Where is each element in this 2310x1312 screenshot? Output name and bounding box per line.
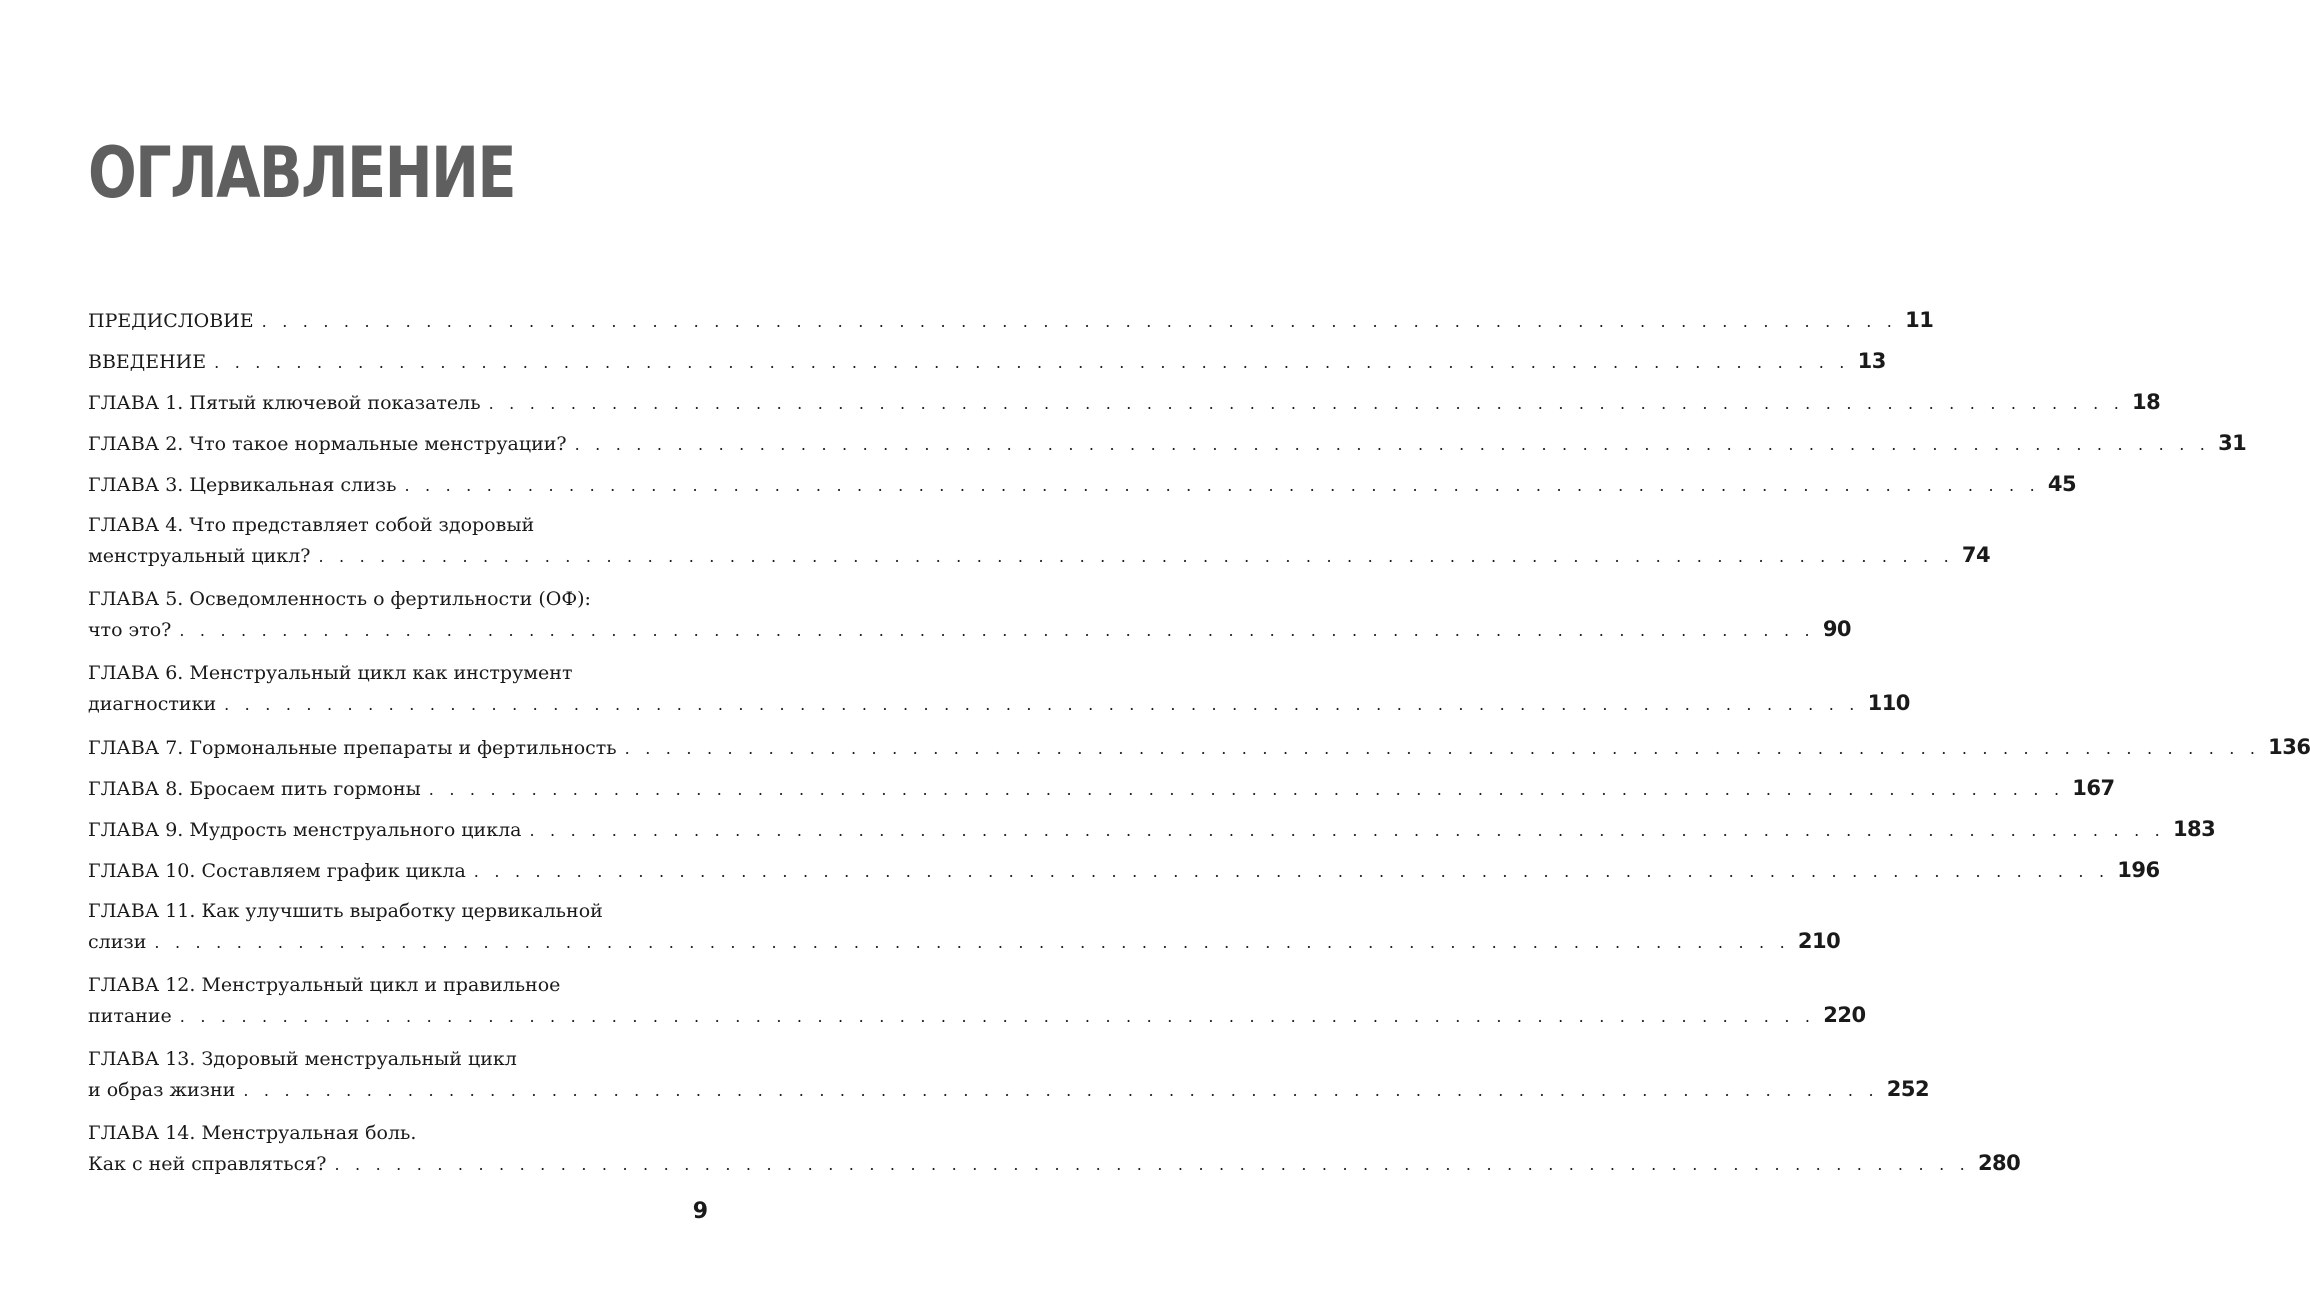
toc-entry [88, 510, 1991, 570]
toc-entry-page: 11 [1905, 308, 1934, 332]
toc-entry-line [88, 387, 2161, 417]
toc-entry [88, 732, 2310, 762]
toc-entry-line [88, 469, 2077, 499]
toc-entry-page: 183 [2172, 817, 2216, 841]
toc-entry-title: ГЛАВА 10. Составляем график цикла [88, 860, 466, 882]
toc-entry [88, 584, 1852, 644]
toc-entry-line [88, 428, 2247, 458]
dot-leader: . . . . . . . . . . . . . . . . . . . . . . . . . . . . . . . . . . . . . . . . . . . . . . . . . . . . . . . . . . . . . . . . . . . . . . . . . . . . . . . . [179, 1007, 1816, 1026]
toc-entry [88, 773, 2115, 803]
toc-entry-line [88, 773, 2115, 803]
toc-entry-page: 210 [1797, 929, 1841, 953]
toc-entry-line [88, 1074, 1930, 1104]
page-title: ОГЛАВЛЕНИЕ [88, 132, 516, 214]
toc-entry-title: ГЛАВА 7. Гормональные препараты и фертильность [88, 737, 617, 759]
dot-leader: . . . . . . . . . . . . . . . . . . . . . . . . . . . . . . . . . . . . . . . . . . . . . . . . . . . . . . . . . . . . . . . . . . . . . . . . . . . . . . . . [214, 353, 1850, 372]
toc-entry-title: слизи [88, 931, 147, 953]
toc-entry-line [88, 855, 2160, 885]
dot-leader: . . . . . . . . . . . . . . . . . . . . . . . . . . . . . . . . . . . . . . . . . . . . . . . . . . . . . . . . . . . . . . . . . . . . . . . . . . . . . . . . [334, 1155, 1970, 1174]
toc-entry-title: ГЛАВА 2. Что такое нормальные менструации? [88, 433, 567, 455]
toc-entry-title: менструальный цикл? [88, 545, 311, 567]
toc-entry-page: 45 [2047, 472, 2077, 496]
toc-entry [88, 346, 1886, 376]
table-of-contents [88, 305, 2310, 1192]
dot-leader: . . . . . . . . . . . . . . . . . . . . . . . . . . . . . . . . . . . . . . . . . . . . . . . . . . . . . . . . . . . . . . . . . . . . . . . . . . . . . . . . [261, 312, 1898, 331]
toc-entry [88, 896, 1841, 956]
toc-entry-line [88, 688, 1910, 718]
dot-leader: . . . . . . . . . . . . . . . . . . . . . . . . . . . . . . . . . . . . . . . . . . . . . . . . . . . . . . . . . . . . . . . . . . . . . . . . . . . . . . . . [574, 435, 2211, 454]
toc-entry-title: ГЛАВА 1. Пятый ключевой показатель [88, 392, 481, 414]
toc-entry [88, 1118, 2021, 1178]
toc-entry-line [88, 346, 1886, 376]
toc-entry-title: питание [88, 1005, 172, 1027]
toc-entry [88, 1044, 1930, 1104]
dot-leader: . . . . . . . . . . . . . . . . . . . . . . . . . . . . . . . . . . . . . . . . . . . . . . . . . . . . . . . . . . . . . . . . . . . . . . . . . . . . . . . . [529, 821, 2165, 840]
toc-entry-title: диагностики [88, 693, 217, 715]
toc-entry-title-line: ГЛАВА 11. Как улучшить выработку цервикальной [88, 900, 603, 922]
toc-entry-line [88, 814, 2216, 844]
toc-entry-title: ГЛАВА 8. Бросаем пить гормоны [88, 778, 421, 800]
toc-entry-title-line: ГЛАВА 13. Здоровый менструальный цикл [88, 1048, 517, 1070]
toc-entry-page: 74 [1961, 543, 1991, 567]
toc-entry-page: 13 [1857, 349, 1886, 373]
dot-leader: . . . . . . . . . . . . . . . . . . . . . . . . . . . . . . . . . . . . . . . . . . . . . . . . . . . . . . . . . . . . . . . . . . . . . . . . . . . . . . . . [318, 547, 1954, 566]
toc-entry-line [88, 926, 1841, 956]
toc-entry-page: 167 [2072, 776, 2115, 800]
dot-leader: . . . . . . . . . . . . . . . . . . . . . . . . . . . . . . . . . . . . . . . . . . . . . . . . . . . . . . . . . . . . . . . . . . . . . . . . . . . . . . . . [404, 476, 2040, 495]
dot-leader: . . . . . . . . . . . . . . . . . . . . . . . . . . . . . . . . . . . . . . . . . . . . . . . . . . . . . . . . . . . . . . . . . . . . . . . . . . . . . . . . [224, 695, 1860, 714]
toc-entry-line [88, 305, 1934, 335]
dot-leader: . . . . . . . . . . . . . . . . . . . . . . . . . . . . . . . . . . . . . . . . . . . . . . . . . . . . . . . . . . . . . . . . . . . . . . . . . . . . . . . . [154, 933, 1790, 952]
dot-leader: . . . . . . . . . . . . . . . . . . . . . . . . . . . . . . . . . . . . . . . . . . . . . . . . . . . . . . . . . . . . . . . . . . . . . . . . . . . . . . . . [488, 394, 2125, 413]
toc-entry-page: 196 [2117, 858, 2160, 882]
dot-leader: . . . . . . . . . . . . . . . . . . . . . . . . . . . . . . . . . . . . . . . . . . . . . . . . . . . . . . . . . . . . . . . . . . . . . . . . . . . . . . . . [179, 621, 1815, 640]
toc-entry-page: 90 [1822, 617, 1852, 641]
toc-entry-title-line: ГЛАВА 5. Осведомленность о фертильности (ОФ): [88, 588, 591, 610]
toc-entry [88, 387, 2161, 417]
toc-entry [88, 469, 2077, 499]
toc-entry-line [88, 1148, 2021, 1178]
toc-entry-page: 136 [2268, 735, 2310, 759]
toc-entry [88, 658, 1910, 718]
toc-entry-page: 18 [2132, 390, 2161, 414]
toc-entry-line [88, 614, 1852, 644]
toc-entry [88, 855, 2160, 885]
toc-entry-title: ПРЕДИСЛОВИЕ [88, 310, 254, 332]
toc-entry-title-line: ГЛАВА 14. Менструальная боль. [88, 1122, 417, 1144]
toc-entry-page: 280 [1977, 1151, 2021, 1175]
toc-entry-title: ГЛАВА 9. Мудрость менструального цикла [88, 819, 522, 841]
dot-leader: . . . . . . . . . . . . . . . . . . . . . . . . . . . . . . . . . . . . . . . . . . . . . . . . . . . . . . . . . . . . . . . . . . . . . . . . . . . . . . . . [473, 862, 2110, 881]
toc-entry-title: и образ жизни [88, 1079, 236, 1101]
page-number: 9 [692, 1199, 708, 1224]
dot-leader: . . . . . . . . . . . . . . . . . . . . . . . . . . . . . . . . . . . . . . . . . . . . . . . . . . . . . . . . . . . . . . . . . . . . . . . . . . . . . . . . [243, 1081, 1879, 1100]
toc-entry-title: ГЛАВА 3. Цервикальная слизь [88, 474, 397, 496]
toc-entry-title-line: ГЛАВА 4. Что представляет собой здоровый [88, 514, 535, 536]
dot-leader: . . . . . . . . . . . . . . . . . . . . . . . . . . . . . . . . . . . . . . . . . . . . . . . . . . . . . . . . . . . . . . . . . . . . . . . . . . . . . . . . [428, 780, 2065, 799]
toc-entry-title-line: ГЛАВА 12. Менструальный цикл и правильное [88, 974, 561, 996]
toc-entry-page: 31 [2218, 431, 2247, 455]
dot-leader: . . . . . . . . . . . . . . . . . . . . . . . . . . . . . . . . . . . . . . . . . . . . . . . . . . . . . . . . . . . . . . . . . . . . . . . . . . . . . . . . [624, 739, 2261, 758]
toc-entry [88, 814, 2216, 844]
toc-entry [88, 970, 1866, 1030]
toc-entry-title-line: ГЛАВА 6. Менструальный цикл как инструмент [88, 662, 573, 684]
toc-entry-title: что это? [88, 619, 172, 641]
toc-entry-page: 252 [1886, 1077, 1930, 1101]
toc-entry-page: 110 [1867, 691, 1910, 715]
toc-entry-title: Как с ней справляться? [88, 1153, 327, 1175]
toc-entry-line [88, 732, 2310, 762]
toc-entry-page: 220 [1823, 1003, 1866, 1027]
toc-entry [88, 305, 1934, 335]
toc-entry-line [88, 1000, 1866, 1030]
toc-entry-line [88, 540, 1991, 570]
toc-entry [88, 428, 2247, 458]
toc-entry-title: ВВЕДЕНИЕ [88, 351, 207, 373]
